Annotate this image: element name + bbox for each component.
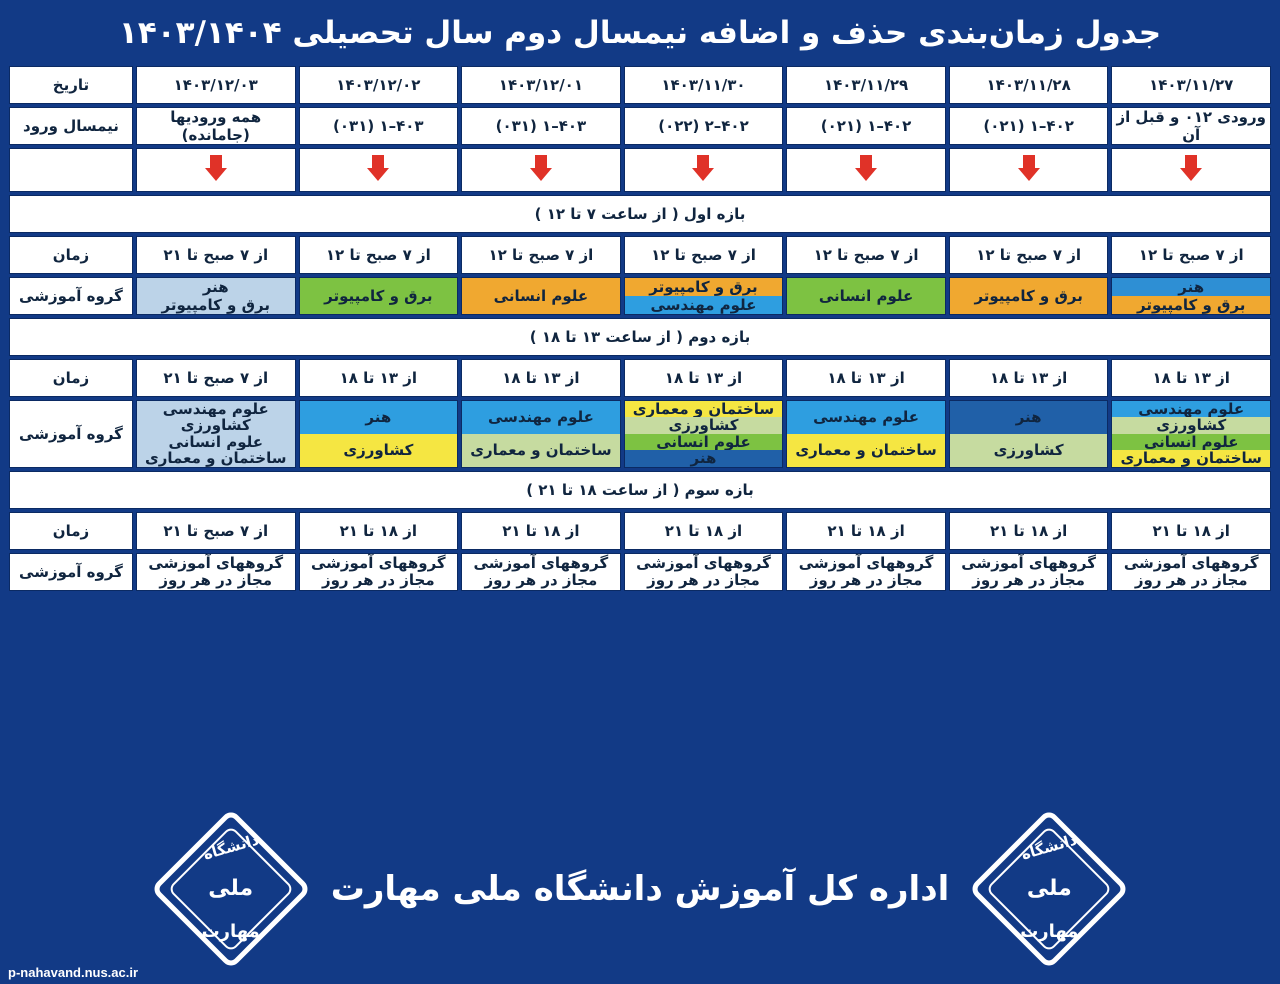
logo-word-top: دانشگاه: [1019, 830, 1080, 864]
table-row-arrows: [9, 148, 1271, 192]
group-block: هنر: [625, 450, 783, 467]
group-block: هنر: [300, 401, 458, 434]
group-block: کشاورزی: [950, 434, 1108, 467]
period1-time-2: از ۷ صبح تا ۱۲: [949, 236, 1109, 274]
date-cell-7: ۱۴۰۳/۱۲/۰۳: [136, 66, 296, 104]
group-block: علوم انسانی: [625, 434, 783, 451]
period2-groups-1: [1111, 400, 1271, 468]
period2-groups-5: [461, 400, 621, 468]
logo-word-bottom: مهارت: [1020, 921, 1079, 942]
row-label-time-period1: زمان: [9, 236, 133, 274]
group-block: علوم مهندسی: [137, 401, 295, 418]
row-label-entry-semester: نیمسال ورود: [9, 107, 133, 145]
period1-groups-4: [624, 277, 784, 315]
period3-time-2: از ۱۸ تا ۲۱: [949, 512, 1109, 550]
group-block: علوم مهندسی: [625, 296, 783, 314]
period3-note-6: گروههای آموزشی مجاز در هر روز: [299, 553, 459, 591]
group-block: برق و کامپیوتر: [300, 278, 458, 314]
arrow-cell-5: [461, 148, 621, 192]
schedule-table-wrapper: [0, 63, 1280, 594]
table-row-period2-time: [9, 359, 1271, 397]
group-block: کشاورزی: [1112, 417, 1270, 434]
group-block: علوم مهندسی: [1112, 401, 1270, 418]
period2-time-5: از ۱۳ تا ۱۸: [461, 359, 621, 397]
group-block: کشاورزی: [300, 434, 458, 467]
arrow-cell-blank: [9, 148, 133, 192]
table-row-dates: [9, 66, 1271, 104]
period3-note-1: گروههای آموزشی مجاز در هر روز: [1111, 553, 1271, 591]
period3-time-5: از ۱۸ تا ۲۱: [461, 512, 621, 550]
table-row-period3-time: [9, 512, 1271, 550]
period1-groups-1: [1111, 277, 1271, 315]
site-watermark: p-nahavand.nus.ac.ir: [8, 965, 139, 980]
group-block: ساختمان و معماری: [787, 434, 945, 467]
down-arrow-icon: [205, 155, 227, 181]
group-block: کشاورزی: [137, 417, 295, 434]
footer: [0, 794, 1280, 984]
schedule-table: [6, 63, 1274, 594]
group-block: برق و کامپیوتر: [1112, 296, 1270, 314]
table-row-period2-groups: [9, 400, 1271, 468]
row-label-time-period2: زمان: [9, 359, 133, 397]
entry-cell-4: ۴۰۲–۲ (۰۲۲): [624, 107, 784, 145]
university-logo-left: [157, 814, 305, 964]
banner-period1: بازه اول ( از ساعت ۷ تا ۱۲ ): [9, 195, 1271, 233]
period2-time-1: از ۱۳ تا ۱۸: [1111, 359, 1271, 397]
group-block: برق و کامپیوتر: [950, 278, 1108, 314]
entry-cell-5: ۴۰۳–۱ (۰۳۱): [461, 107, 621, 145]
arrow-cell-7: [136, 148, 296, 192]
arrow-cell-2: [949, 148, 1109, 192]
date-cell-1: ۱۴۰۳/۱۱/۲۷: [1111, 66, 1271, 104]
entry-cell-6: ۴۰۳–۱ (۰۳۱): [299, 107, 459, 145]
page-title: جدول زمان‌بندی حذف و اضافه نیمسال دوم سال تحصیلی ۱۴۰۳/۱۴۰۴: [118, 15, 1162, 51]
banner-period3: بازه سوم ( از ساعت ۱۸ تا ۲۱ ): [9, 471, 1271, 509]
down-arrow-icon: [855, 155, 877, 181]
period3-time-3: از ۱۸ تا ۲۱: [786, 512, 946, 550]
period2-groups-6: [299, 400, 459, 468]
period1-time-6: از ۷ صبح تا ۱۲: [299, 236, 459, 274]
down-arrow-icon: [530, 155, 552, 181]
period2-time-2: از ۱۳ تا ۱۸: [949, 359, 1109, 397]
group-block: علوم مهندسی: [462, 401, 620, 434]
logo-word-bottom: مهارت: [201, 921, 260, 942]
period3-note-4: گروههای آموزشی مجاز در هر روز: [624, 553, 784, 591]
logo-word-mid: ملی: [208, 876, 254, 901]
entry-cell-3: ۴۰۲–۱ (۰۲۱): [786, 107, 946, 145]
table-row-banner-period3: [9, 471, 1271, 509]
period2-groups-7: [136, 400, 296, 468]
row-label-group-period1: گروه آموزشی: [9, 277, 133, 315]
table-row-banner-period2: [9, 318, 1271, 356]
group-block: ساختمان و معماری: [137, 450, 295, 467]
table-row-entry-semester: [9, 107, 1271, 145]
arrow-cell-3: [786, 148, 946, 192]
group-block: برق و کامپیوتر: [137, 296, 295, 314]
period1-time-4: از ۷ صبح تا ۱۲: [624, 236, 784, 274]
group-block: ساختمان و معماری: [625, 401, 783, 418]
down-arrow-icon: [367, 155, 389, 181]
period3-time-7: از ۷ صبح تا ۲۱: [136, 512, 296, 550]
table-row-period1-time: [9, 236, 1271, 274]
entry-cell-1: ورودی ۰۱۲ و قبل از آن: [1111, 107, 1271, 145]
group-block: علوم انسانی: [462, 278, 620, 314]
date-cell-2: ۱۴۰۳/۱۱/۲۸: [949, 66, 1109, 104]
date-cell-4: ۱۴۰۳/۱۱/۳۰: [624, 66, 784, 104]
table-row-period3-groups: [9, 553, 1271, 591]
university-logo-right: [975, 814, 1123, 964]
period2-time-7: از ۷ صبح تا ۲۱: [136, 359, 296, 397]
group-block: هنر: [950, 401, 1108, 434]
group-block: علوم انسانی: [1112, 434, 1270, 451]
row-label-date: تاریخ: [9, 66, 133, 104]
period1-time-1: از ۷ صبح تا ۱۲: [1111, 236, 1271, 274]
period1-time-7: از ۷ صبح تا ۲۱: [136, 236, 296, 274]
row-label-group-period3: گروه آموزشی: [9, 553, 133, 591]
row-label-group-period2: گروه آموزشی: [9, 400, 133, 468]
period3-time-6: از ۱۸ تا ۲۱: [299, 512, 459, 550]
period2-groups-3: [786, 400, 946, 468]
down-arrow-icon: [692, 155, 714, 181]
period1-time-3: از ۷ صبح تا ۱۲: [786, 236, 946, 274]
table-row-banner-period1: [9, 195, 1271, 233]
period3-note-5: گروههای آموزشی مجاز در هر روز: [461, 553, 621, 591]
period1-groups-3: [786, 277, 946, 315]
group-block: علوم انسانی: [137, 434, 295, 451]
period3-note-3: گروههای آموزشی مجاز در هر روز: [786, 553, 946, 591]
arrow-cell-6: [299, 148, 459, 192]
period2-time-3: از ۱۳ تا ۱۸: [786, 359, 946, 397]
banner-period2: بازه دوم ( از ساعت ۱۳ تا ۱۸ ): [9, 318, 1271, 356]
period2-time-4: از ۱۳ تا ۱۸: [624, 359, 784, 397]
entry-cell-2: ۴۰۲–۱ (۰۲۱): [949, 107, 1109, 145]
group-block: کشاورزی: [625, 417, 783, 434]
group-block: هنر: [137, 278, 295, 296]
logo-word-mid: ملی: [1026, 876, 1072, 901]
group-block: ساختمان و معماری: [462, 434, 620, 467]
arrow-cell-4: [624, 148, 784, 192]
period1-groups-2: [949, 277, 1109, 315]
footer-title: اداره کل آموزش دانشگاه ملی مهارت: [330, 869, 950, 909]
period3-time-4: از ۱۸ تا ۲۱: [624, 512, 784, 550]
arrow-cell-1: [1111, 148, 1271, 192]
period3-note-7: گروههای آموزشی مجاز در هر روز: [136, 553, 296, 591]
period1-groups-5: [461, 277, 621, 315]
period1-groups-7: [136, 277, 296, 315]
group-block: ساختمان و معماری: [1112, 450, 1270, 467]
period1-groups-6: [299, 277, 459, 315]
group-block: علوم انسانی: [787, 278, 945, 314]
group-block: برق و کامپیوتر: [625, 278, 783, 296]
table-row-period1-groups: [9, 277, 1271, 315]
row-label-time-period3: زمان: [9, 512, 133, 550]
period1-time-5: از ۷ صبح تا ۱۲: [461, 236, 621, 274]
entry-cell-7: همه ورودیها (جامانده): [136, 107, 296, 145]
down-arrow-icon: [1018, 155, 1040, 181]
logo-word-top: دانشگاه: [200, 830, 261, 864]
date-cell-5: ۱۴۰۳/۱۲/۰۱: [461, 66, 621, 104]
period2-time-6: از ۱۳ تا ۱۸: [299, 359, 459, 397]
down-arrow-icon: [1180, 155, 1202, 181]
date-cell-3: ۱۴۰۳/۱۱/۲۹: [786, 66, 946, 104]
date-cell-6: ۱۴۰۳/۱۲/۰۲: [299, 66, 459, 104]
period3-note-2: گروههای آموزشی مجاز در هر روز: [949, 553, 1109, 591]
group-block: علوم مهندسی: [787, 401, 945, 434]
group-block: هنر: [1112, 278, 1270, 296]
period2-groups-2: [949, 400, 1109, 468]
period2-groups-4: [624, 400, 784, 468]
period3-time-1: از ۱۸ تا ۲۱: [1111, 512, 1271, 550]
